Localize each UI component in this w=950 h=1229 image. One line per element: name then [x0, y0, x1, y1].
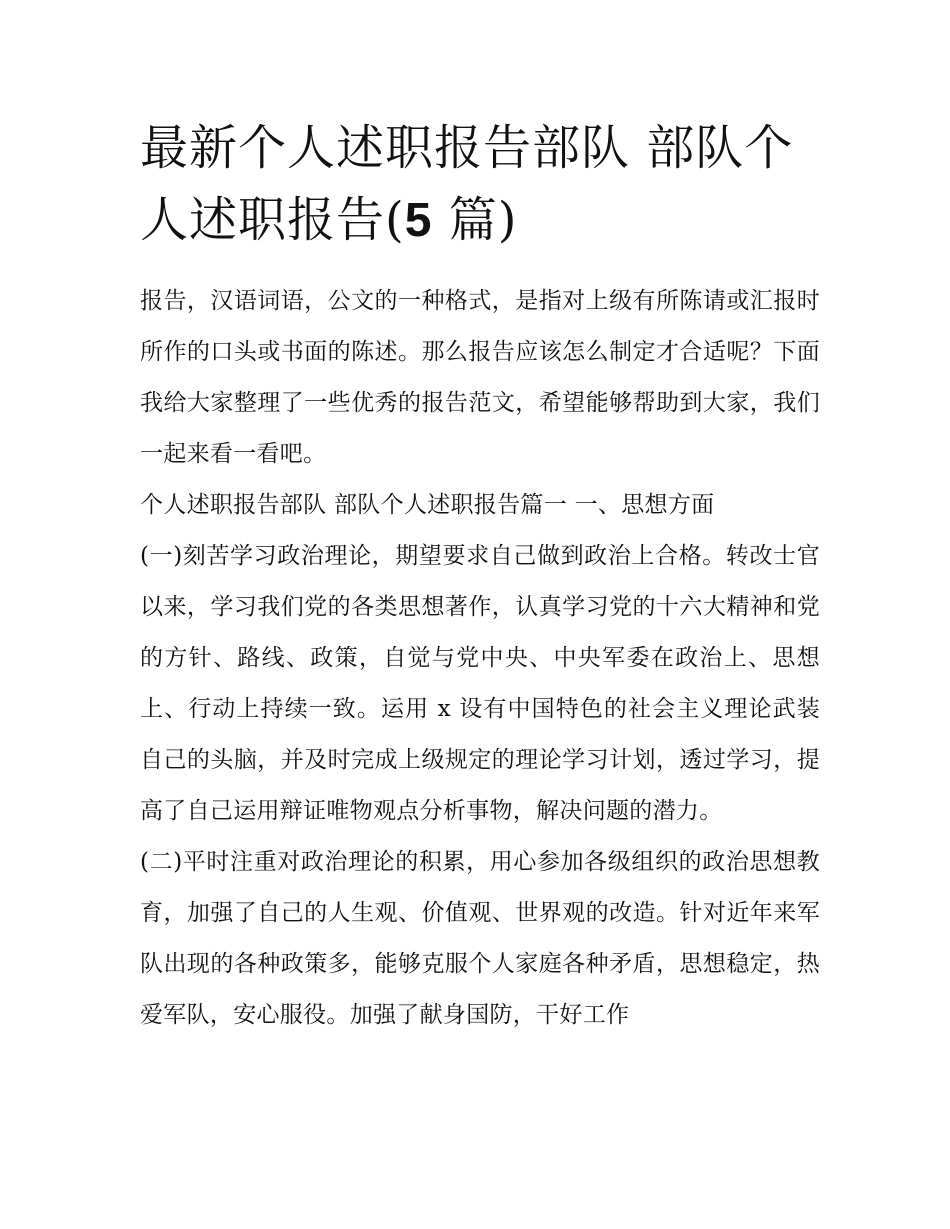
paragraph-political-accumulation: (二)平时注重对政治理论的积累，用心参加各级组织的政治思想教育，加强了自己的人生观、价值观、世界观的改造。针对近年来军队出现的各种政策多，能够克服个人家庭各种矛盾，思想稳定，热爱军队，安心服役。加强了献身国防，干好工作	[140, 849, 820, 1028]
document-body	[140, 276, 820, 1041]
paragraph-political-study: (一)刻苦学习政治理论，期望要求自己做到政治上合格。转改士官以来，学习我们党的各类思想著作，认真学习党的十六大精神和党的方针、路线、政策，自觉与党中央、中央军委在政治上、思想上、行动上持续一致。运用 x 设有中国特色的社会主义理论武装自己的头脑，并及时完成上级规定的理论学习计划，透过学习，提高了自己运用辩证唯物观点分析事物，解决问题的潜力。	[140, 543, 820, 824]
title-number: 5	[404, 194, 433, 247]
section-heading: 个人述职报告部队 部队个人述职报告篇一 一、思想方面	[140, 492, 715, 518]
title-text-2: 篇)	[432, 192, 518, 248]
intro-paragraph: 报告，汉语词语，公文的一种格式，是指对上级有所陈请或汇报时所作的口头或书面的陈述。那么报告应该怎么制定才合适呢？下面我给大家整理了一些优秀的报告范文，希望能够帮助到大家，我们一起来看一看吧。	[140, 288, 820, 467]
title-text-1: 最新个人述职报告部队 部队个人述职报告(	[140, 120, 794, 248]
document-title	[140, 112, 820, 257]
